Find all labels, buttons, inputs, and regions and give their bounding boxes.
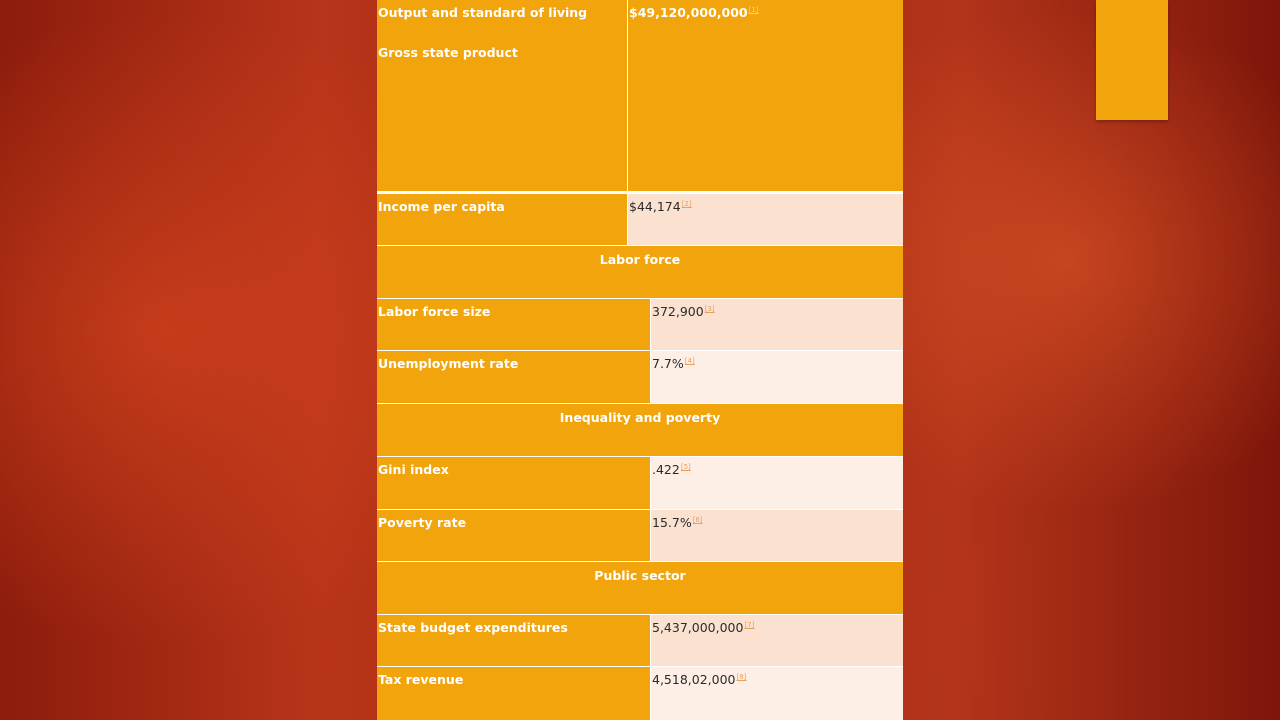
- row-label-gini-index: Gini index: [377, 457, 650, 509]
- row-label-income-per-capita: Income per capita: [377, 194, 627, 245]
- citation-link[interactable]: [1]: [748, 5, 759, 14]
- section-title-output: Output and standard of living: [378, 5, 588, 20]
- citation-link[interactable]: [6]: [692, 515, 703, 524]
- row-label-gross-state-product: Gross state product: [378, 45, 518, 60]
- table-row-state-budget: [377, 615, 903, 666]
- economy-data-table: [377, 0, 903, 720]
- decorative-accent-bar: [1096, 0, 1168, 120]
- row-value-cell: [628, 0, 903, 191]
- citation-link[interactable]: [5]: [680, 462, 691, 471]
- value-tax-revenue: 4,518,02,000: [652, 672, 736, 687]
- value-labor-force-size: 372,900: [652, 304, 704, 319]
- row-value-cell: [651, 615, 903, 666]
- value-unemployment-rate: 7.7%: [652, 356, 684, 371]
- row-label-state-budget-expenditures: State budget expenditures: [377, 615, 650, 666]
- section-header-row: [377, 404, 903, 456]
- table-row-poverty-rate: [377, 510, 903, 561]
- table-row-labor-force-size: [377, 299, 903, 350]
- value-state-budget-expenditures: 5,437,000,000: [652, 620, 744, 635]
- row-label-unemployment-rate: Unemployment rate: [377, 351, 650, 403]
- row-value-cell: [651, 667, 903, 720]
- row-value-cell: [651, 299, 903, 350]
- section-header-row: [377, 562, 903, 614]
- value-gross-state-product: $49,120,000,000: [629, 5, 748, 20]
- table-row-income-per-capita: [377, 194, 903, 245]
- table-row-tax-revenue: [377, 667, 903, 720]
- row-label-poverty-rate: Poverty rate: [377, 510, 650, 561]
- section-title-public-sector: Public sector: [377, 562, 903, 614]
- row-value-cell: [651, 351, 903, 403]
- citation-link[interactable]: [8]: [736, 672, 747, 681]
- row-value-cell: [651, 457, 903, 509]
- table-row-unemployment-rate: [377, 351, 903, 403]
- citation-link[interactable]: [7]: [744, 620, 755, 629]
- row-label-cell: [377, 0, 627, 191]
- citation-link[interactable]: [2]: [681, 199, 692, 208]
- table-row-gross-state-product: [377, 0, 903, 191]
- table-row-gini-index: [377, 457, 903, 509]
- value-gini-index: .422: [652, 462, 680, 477]
- section-header-row: [377, 246, 903, 298]
- section-title-labor-force: Labor force: [377, 246, 903, 298]
- row-label-labor-force-size: Labor force size: [377, 299, 650, 350]
- row-value-cell: [628, 194, 903, 245]
- row-label-tax-revenue: Tax revenue: [377, 667, 650, 720]
- citation-link[interactable]: [3]: [704, 304, 715, 313]
- citation-link[interactable]: [4]: [684, 356, 695, 365]
- value-income-per-capita: $44,174: [629, 199, 681, 214]
- row-value-cell: [651, 510, 903, 561]
- value-poverty-rate: 15.7%: [652, 515, 692, 530]
- section-title-inequality-poverty: Inequality and poverty: [377, 404, 903, 456]
